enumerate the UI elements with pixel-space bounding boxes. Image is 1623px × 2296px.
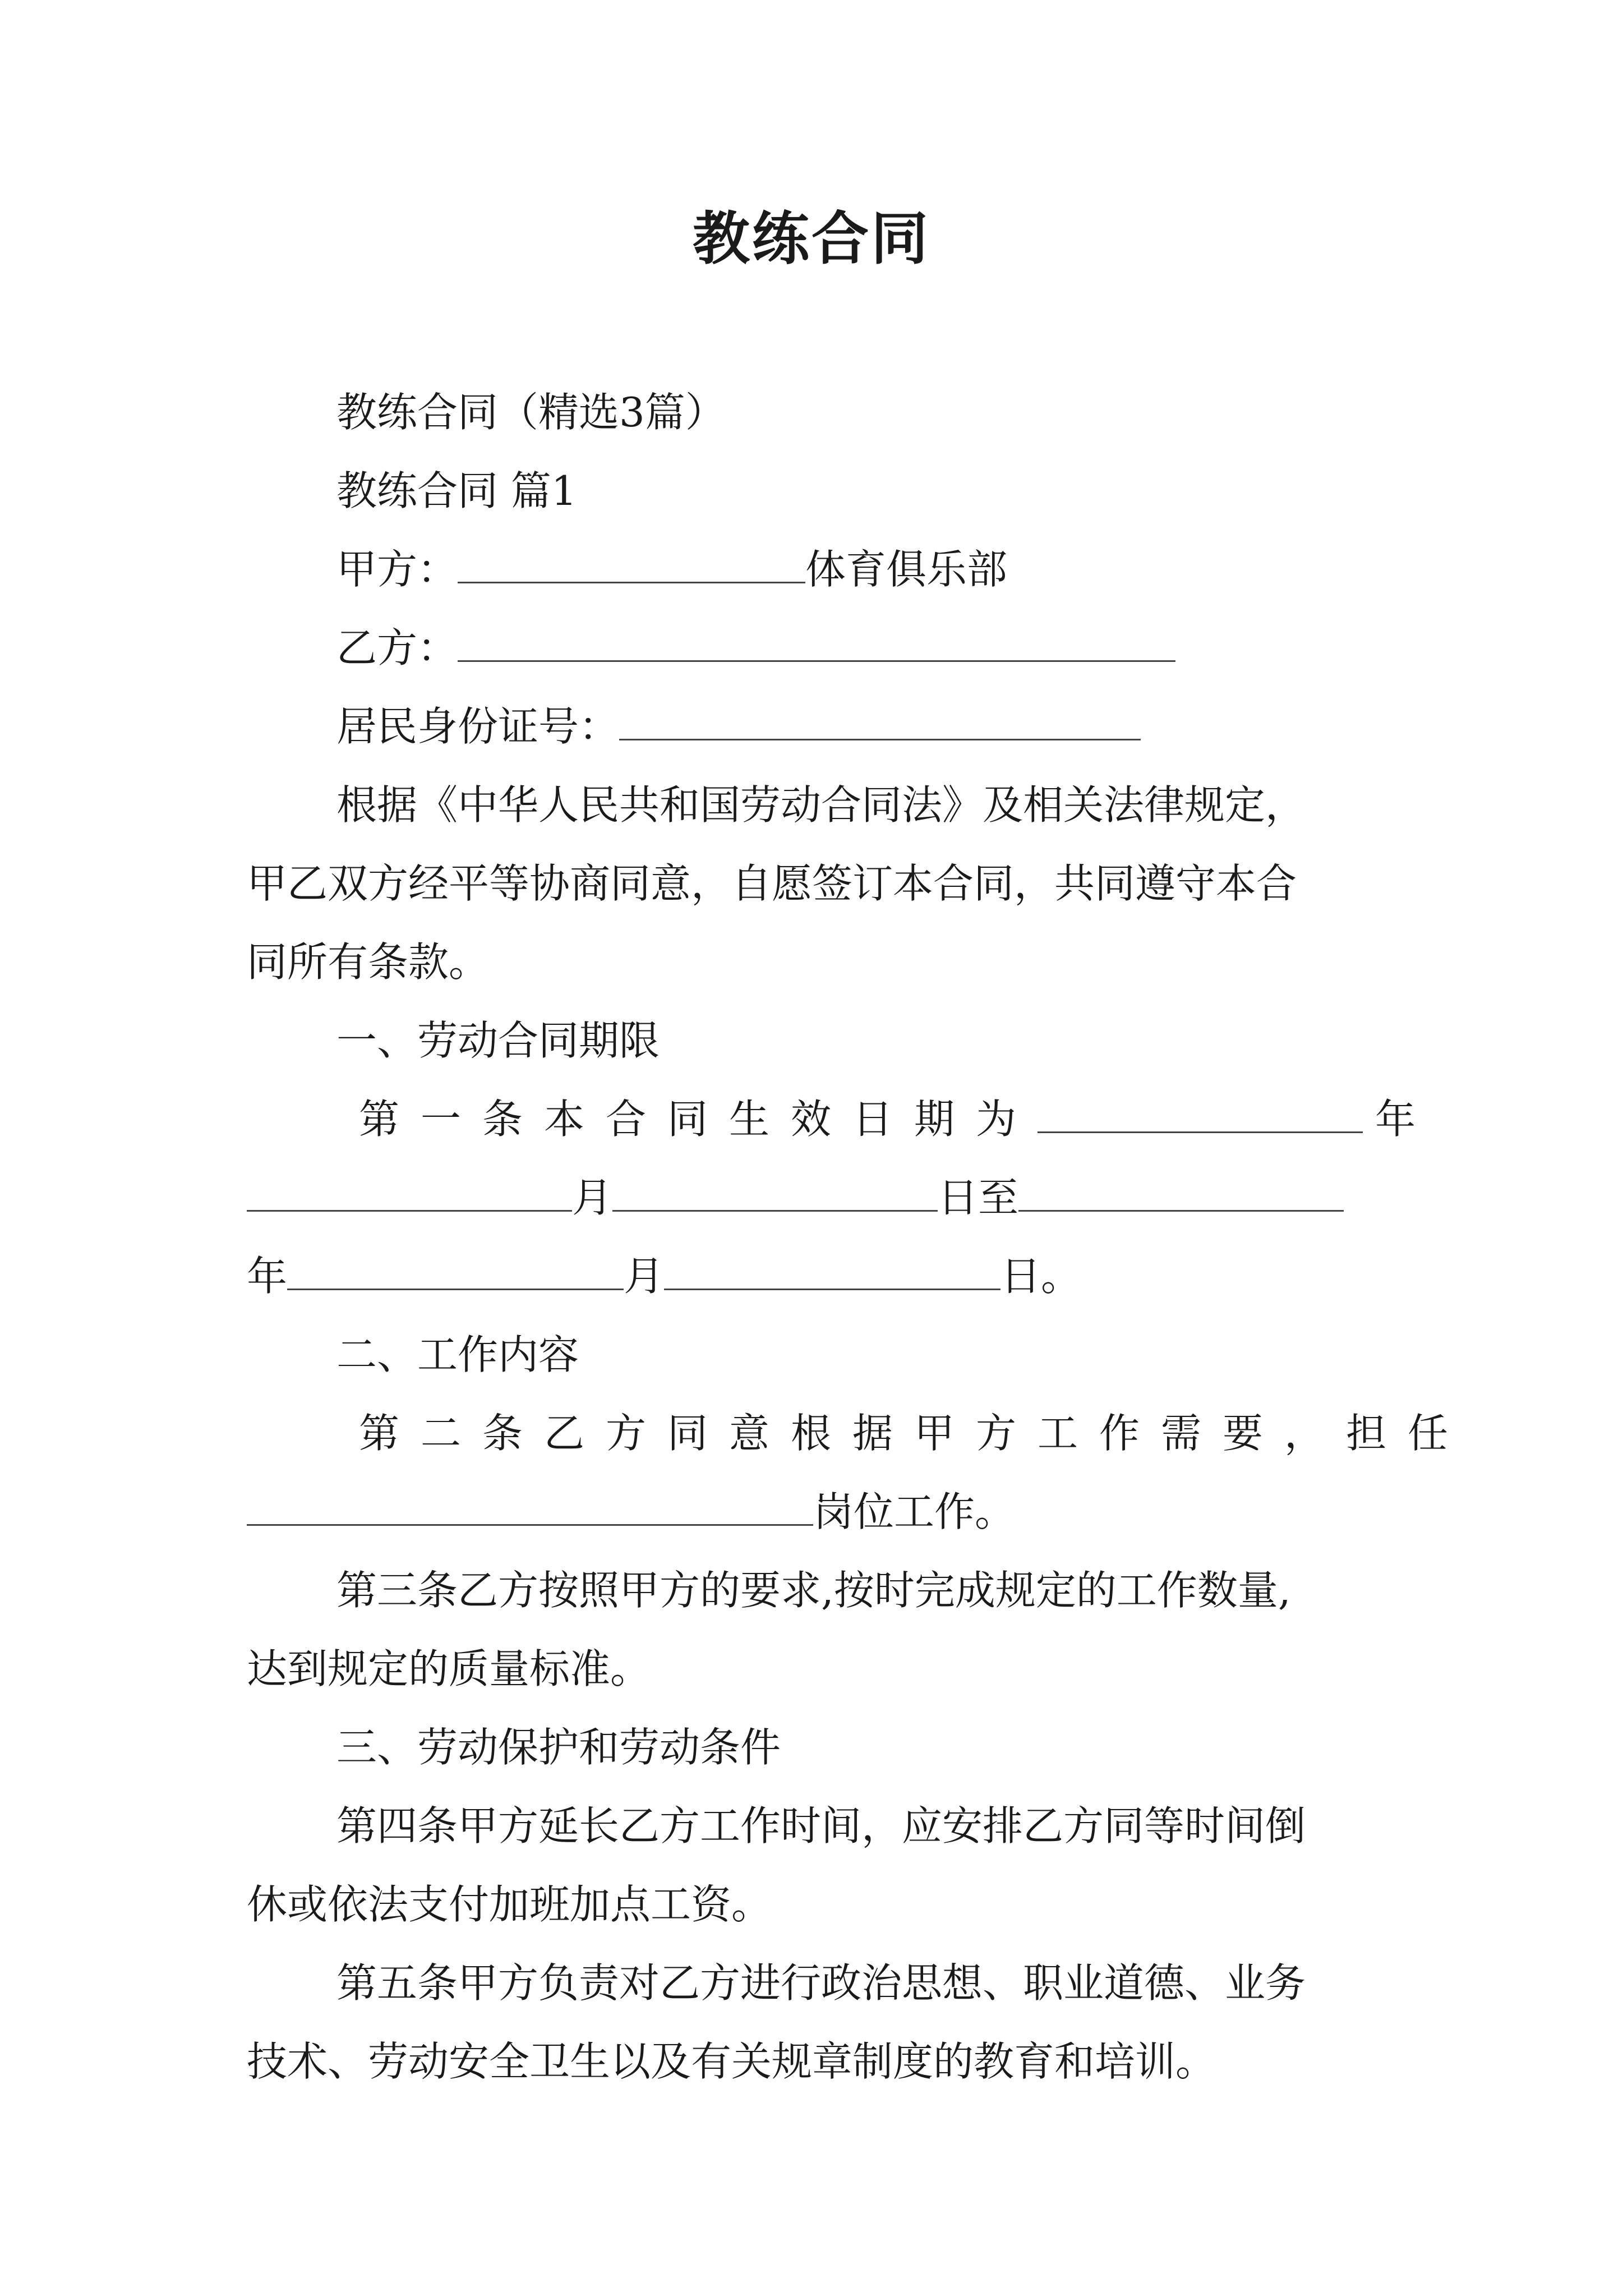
party-a-suffix: 体育俱乐部	[805, 546, 1008, 593]
position-blank[interactable]	[247, 1486, 813, 1526]
paragraph-line: 根据《中华人民共和国劳动合同法》及相关法律规定，	[336, 781, 1306, 829]
paragraph-line: 第四条甲方延长乙方工作时间，应安排乙方同等时间倒	[336, 1802, 1306, 1849]
article-1-line-3	[247, 1248, 1081, 1304]
party-b-label: 乙方：	[336, 624, 458, 671]
day-end-label: 日。	[1000, 1253, 1082, 1300]
start-day-blank[interactable]	[612, 1172, 938, 1212]
id-number-label: 居民身份证号：	[336, 703, 620, 750]
paragraph-line: 第五条甲方负责对乙方进行政治思想、职业道德、业务	[336, 1959, 1306, 2007]
paragraph-line: 达到规定的质量标准。	[247, 1645, 651, 1692]
section-heading-1: 一、劳动合同期限	[336, 1017, 660, 1064]
party-a-line	[336, 541, 1007, 597]
subtitle-part-1: 教练合同 篇1	[336, 467, 577, 514]
paragraph-line: 第三条乙方按照甲方的要求,按时完成规定的工作数量,	[336, 1567, 1291, 1614]
day-to-label: 日至	[938, 1174, 1019, 1221]
year-label: 年	[1375, 1096, 1416, 1143]
end-month-blank[interactable]	[287, 1250, 624, 1290]
party-a-blank[interactable]	[458, 544, 805, 583]
year-label-2: 年	[247, 1253, 288, 1300]
end-day-blank[interactable]	[664, 1250, 1000, 1290]
section-heading-3: 三、劳动保护和劳动条件	[336, 1724, 781, 1771]
article-1-line-1	[359, 1091, 1416, 1147]
start-year-blank[interactable]	[1038, 1093, 1363, 1133]
article-2-line-1	[359, 1405, 1469, 1461]
party-b-blank[interactable]	[458, 622, 1175, 662]
paragraph-line: 休或依法支付加班加点工资。	[247, 1881, 772, 1928]
month-label: 月	[572, 1174, 613, 1221]
section-heading-2: 二、工作内容	[336, 1331, 579, 1378]
article-2-text: 第二条乙方同意根据甲方工作需要，担任	[359, 1410, 1470, 1457]
start-month-blank[interactable]	[247, 1172, 572, 1212]
party-a-label: 甲方：	[336, 546, 458, 593]
end-year-blank[interactable]	[1018, 1172, 1344, 1212]
month-label-2: 月	[624, 1253, 665, 1300]
article-1-line-2	[247, 1170, 1344, 1226]
party-b-line	[336, 620, 1175, 676]
position-suffix: 岗位工作。	[813, 1488, 1016, 1535]
article-1-text: 第一条本合同生效日期为	[359, 1096, 1038, 1143]
id-number-line	[336, 698, 1141, 754]
id-number-blank[interactable]	[619, 701, 1141, 740]
paragraph-line: 甲乙双方经平等协商同意，自愿签订本合同，共同遵守本合	[247, 860, 1297, 907]
subtitle-selection: 教练合同（精选3篇）	[336, 389, 726, 436]
article-2-line-2	[247, 1484, 1015, 1540]
document-title: 教练合同	[693, 205, 930, 273]
paragraph-line: 同所有条款。	[247, 938, 490, 986]
paragraph-line: 技术、劳动安全卫生以及有关规章制度的教育和培训。	[247, 2038, 1216, 2085]
